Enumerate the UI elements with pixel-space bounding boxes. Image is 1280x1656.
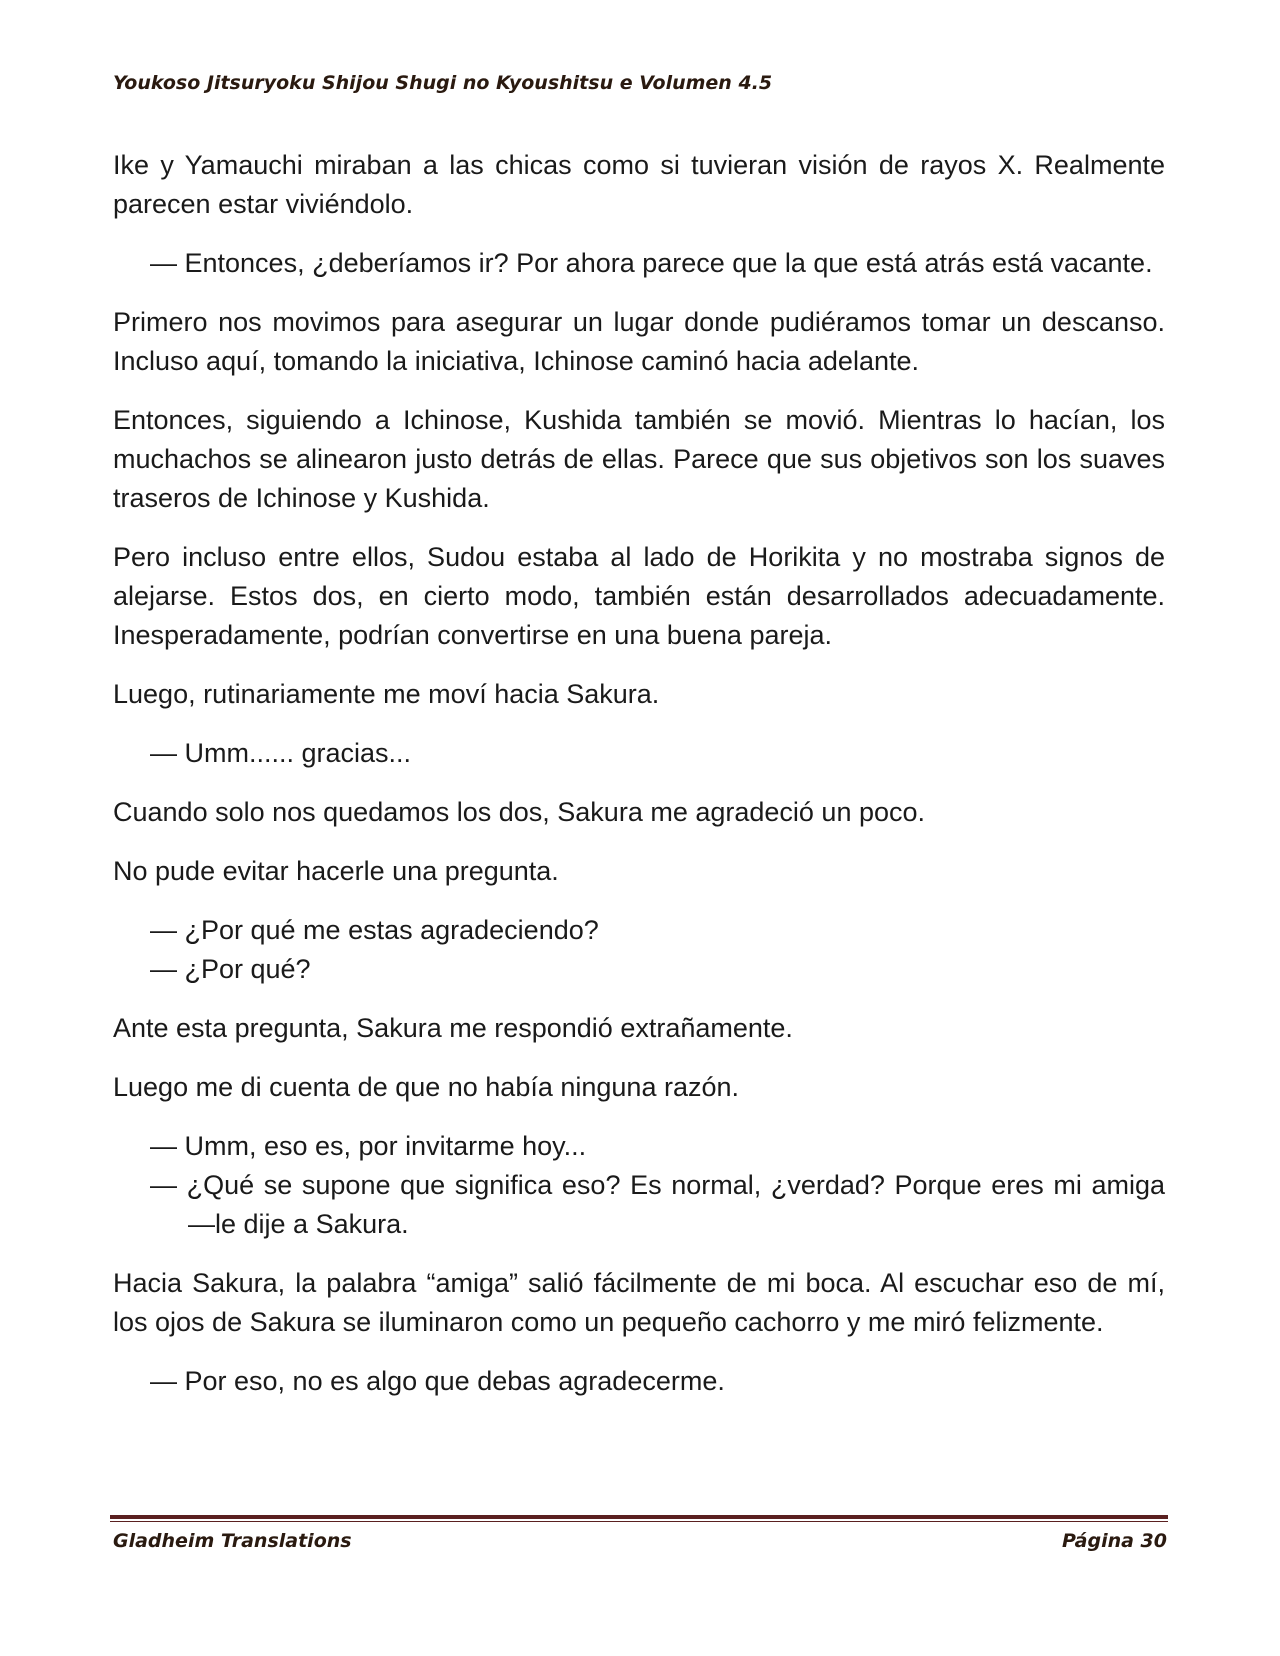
dialog-line: — Por eso, no es algo que debas agradecerme. (150, 1366, 725, 1396)
dialog-line: — Umm, eso es, por invitarme hoy... (150, 1131, 587, 1161)
dialog-group (113, 244, 1165, 283)
paragraph: Pero incluso entre ellos, Sudou estaba al lado de Horikita y no mostraba signos de alejarse. Estos dos, en cierto modo, también están desarrollados adecuadamente. Inesperadamente, podrían convertirse en una buena pareja. (113, 542, 1165, 650)
dialog-line: — ¿Qué se supone que significa eso? Es normal, ¿verdad? Porque eres mi amiga —le dije a Sakura. (150, 1170, 1165, 1239)
paragraph: Hacia Sakura, la palabra “amiga” salió fácilmente de mi boca. Al escuchar eso de mí, los ojos de Sakura se iluminaron como un pequeño cachorro y me miró felizmente. (113, 1268, 1165, 1337)
running-header: Youkoso Jitsuryoku Shijou Shugi no Kyoushitsu e Volumen 4.5 (113, 72, 773, 94)
footer-credit: Gladheim Translations (113, 1530, 352, 1552)
paragraph: Primero nos movimos para asegurar un lugar donde pudiéramos tomar un descanso. Incluso aquí, tomando la iniciativa, Ichinose caminó hacia adelante. (113, 307, 1165, 376)
dialog-group (113, 911, 1165, 989)
paragraph: Luego, rutinariamente me moví hacia Sakura. (113, 679, 660, 709)
dialog-line: — ¿Por qué? (150, 954, 311, 984)
footer-divider (110, 1515, 1168, 1519)
paragraph: Ike y Yamauchi miraban a las chicas como si tuvieran visión de rayos X. Realmente parecen estar viviéndolo. (113, 150, 1165, 219)
paragraph: Ante esta pregunta, Sakura me respondió extrañamente. (113, 1013, 793, 1043)
paragraph: Luego me di cuenta de que no había ninguna razón. (113, 1072, 739, 1102)
paragraph: Entonces, siguiendo a Ichinose, Kushida también se movió. Mientras lo hacían, los muchachos se alinearon justo detrás de ellas. Parece que sus objetivos son los suaves traseros de Ichinose y Kushida. (113, 405, 1165, 513)
page-body (113, 146, 1165, 1421)
dialog-line: — Entonces, ¿deberíamos ir? Por ahora parece que la que está atrás está vacante. (150, 248, 1153, 278)
paragraph: Cuando solo nos quedamos los dos, Sakura me agradeció un poco. (113, 797, 926, 827)
paragraph: No pude evitar hacerle una pregunta. (113, 856, 559, 886)
footer-divider-thin (110, 1521, 1168, 1522)
dialog-group (113, 1362, 1165, 1401)
dialog-line: — ¿Por qué me estas agradeciendo? (150, 915, 599, 945)
dialog-line: — Umm...... gracias... (150, 738, 412, 768)
dialog-group (113, 1127, 1165, 1244)
dialog-group (113, 734, 1165, 773)
page-number: Página 30 (1061, 1530, 1167, 1552)
